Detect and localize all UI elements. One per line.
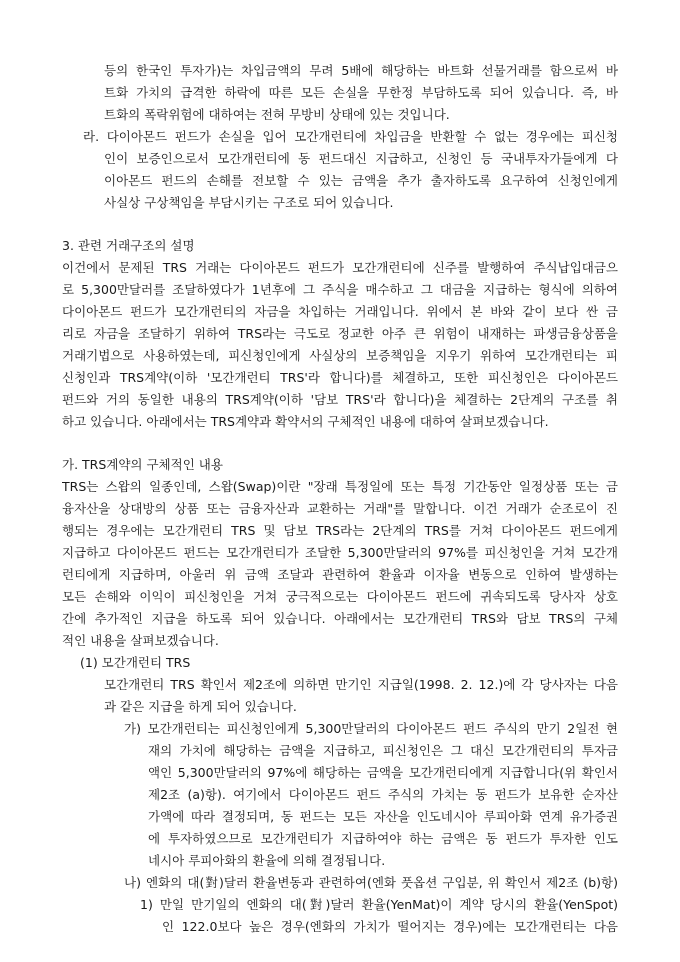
text-line: 가) 모간개런티는 피신청인에게 5,300만달러의 다이아몬드 펀드 주식의 만기 2일전 현	[124, 721, 618, 736]
section-heading: 가. TRS계약의 구체적인 내용	[62, 457, 223, 472]
text-line: 신청인과 TRS계약(이하 '모간개런티 TRS'라 합니다)를 체결하고, 또한 피신청인은 다이아몬드	[62, 370, 618, 385]
text-line: 펀드와 거의 동일한 내용의 TRS계약(이하 '담보 TRS'라 합니다)을 체결하는 2단계의 구조를 취	[62, 392, 618, 407]
text-line: 로 5,300만달러를 조달하였다가 1년후에 그 주식을 매수하고 그 대금을 지급하는 형식에 의하여	[62, 282, 618, 297]
text-line: 등의 한국인 투자가)는 차입금액의 무려 5배에 해당하는 바트화 선물거래를 함으로써 바	[104, 63, 618, 78]
text-line: 인이 보증인으로서 모간개런티에 동 펀드대신 지급하고, 신청인 등 국내투자가들에게 다	[104, 151, 618, 166]
text-line: 모간개런티 TRS 확인서 제2조에 의하면 만기인 지급일(1998. 2. 12.)에 각 당사자는 다음	[104, 677, 618, 692]
text-line: 네시아 루피아화의 환율에 의해 결정됩니다.	[148, 853, 386, 868]
subsection-heading: (1) 모간개런티 TRS	[80, 655, 191, 670]
text-line: 나) 엔화의 대(對)달러 환율변동과 관련하여(엔화 풋옵션 구입분, 위 확인서 제2조 (b)항)	[124, 875, 618, 890]
section-heading: 3. 관련 거래구조의 설명	[62, 238, 195, 253]
text-line: 액인 5,300만달러의 97%에 해당하는 금액을 모간개런티에게 지급합니다(위 확인서	[148, 765, 618, 780]
text-line: 이아몬드 펀드의 손해를 전보할 수 있는 금액을 추가 출자하도록 요구하여 신청인에게	[104, 173, 618, 188]
text-line: 하고 있습니다. 아래에서는 TRS계약과 확약서의 구체적인 내용에 대하여 살펴보겠습니다.	[62, 414, 549, 429]
text-line: 과 같은 지급을 하게 되어 있습니다.	[104, 699, 297, 714]
text-line: 제2조 (a)항). 여기에서 다이아몬드 펀드 주식의 가치는 동 펀드가 보유한 순자산	[148, 787, 618, 802]
text-line: 가액에 따라 결정되며, 동 펀드는 모든 자산을 인도네시아 루피아화 연계 유가증권	[148, 809, 618, 824]
text-line: TRS는 스왑의 일종인데, 스왑(Swap)이란 "장래 특정일에 또는 특정 기간동안 일정상품 또는 금	[62, 479, 618, 494]
text-line: 재의 가치에 해당하는 금액을 지급하고, 피신청인은 그 대신 모간개런티의 투자금	[148, 743, 618, 758]
text-line: 이건에서 문제된 TRS 거래는 다이아몬드 펀드가 모간개런티에 신주를 발행하여 주식납입대금으	[62, 260, 618, 275]
text-line: 에 투자하였으므로 모간개런티가 지급하여야 하는 금액은 동 펀드가 투자한 인도	[148, 831, 618, 846]
text-line: 인 122.0보다 높은 경우(엔화의 가치가 떨어지는 경우)에는 모간개런티는 다음	[162, 919, 618, 934]
text-line: 지급하고 다이아몬드 펀드는 모간개런티가 조달한 5,300만달러의 97%를 피신청인을 거쳐 모간개	[62, 545, 618, 560]
text-line: 라. 다이아몬드 펀드가 손실을 입어 모간개런티에 차입금을 반환할 수 없는 경우에는 피신청	[83, 129, 618, 144]
text-line: 다이아몬드 펀드가 모간개런티의 자금을 차입하는 거래입니다. 위에서 본 바와 같이 보다 싼 금	[62, 304, 618, 319]
text-line: 융자산을 상대방의 상품 또는 금융자산과 교환하는 거래"를 말합니다. 이건 거래가 순조로이 진	[62, 501, 618, 516]
text-line: 간에 추가적인 지급을 하도록 되어 있습니다. 아래에서는 모간개런티 TRS와 담보 TRS의 구체	[62, 611, 618, 626]
text-line: 리로 자금을 조달하기 위하여 TRS라는 극도로 정교한 아주 큰 위험이 내재하는 파생금융상품을	[62, 326, 618, 341]
text-line: 1) 만일 만기일의 엔화의 대(對)달러 환율(YenMat)이 계약 당시의 환율(YenSpot)	[140, 897, 618, 912]
text-line: 트화 가치의 급격한 하락에 따른 모든 손실을 무한정 부담하도록 되어 있습니다. 즉, 바	[104, 85, 618, 100]
text-line: 모든 손해와 이익이 피신청인을 거쳐 궁극적으로는 다이아몬드 펀드에 귀속되도록 당사자 상호	[62, 589, 618, 604]
text-line: 거래기법으로 사용하였는데, 피신청인에게 사실상의 보증책임을 지우기 위하여 모간개런티는 피	[62, 348, 618, 363]
text-line: 런티에게 지급하며, 아울러 위 금액 조달과 관련하여 환율과 이자율 변동으로 인하여 발생하는	[62, 567, 618, 582]
text-line: 행되는 경우에는 모간개런티 TRS 및 담보 TRS라는 2단계의 TRS를 거쳐 다이아몬드 펀드에게	[62, 523, 618, 538]
text-line: 사실상 구상책임을 부담시키는 구조로 되어 있습니다.	[104, 195, 394, 210]
text-line: 적인 내용을 살펴보겠습니다.	[62, 633, 219, 648]
text-line: 트화의 폭락위험에 대하여는 전혀 무방비 상태에 있는 것입니다.	[104, 107, 450, 122]
